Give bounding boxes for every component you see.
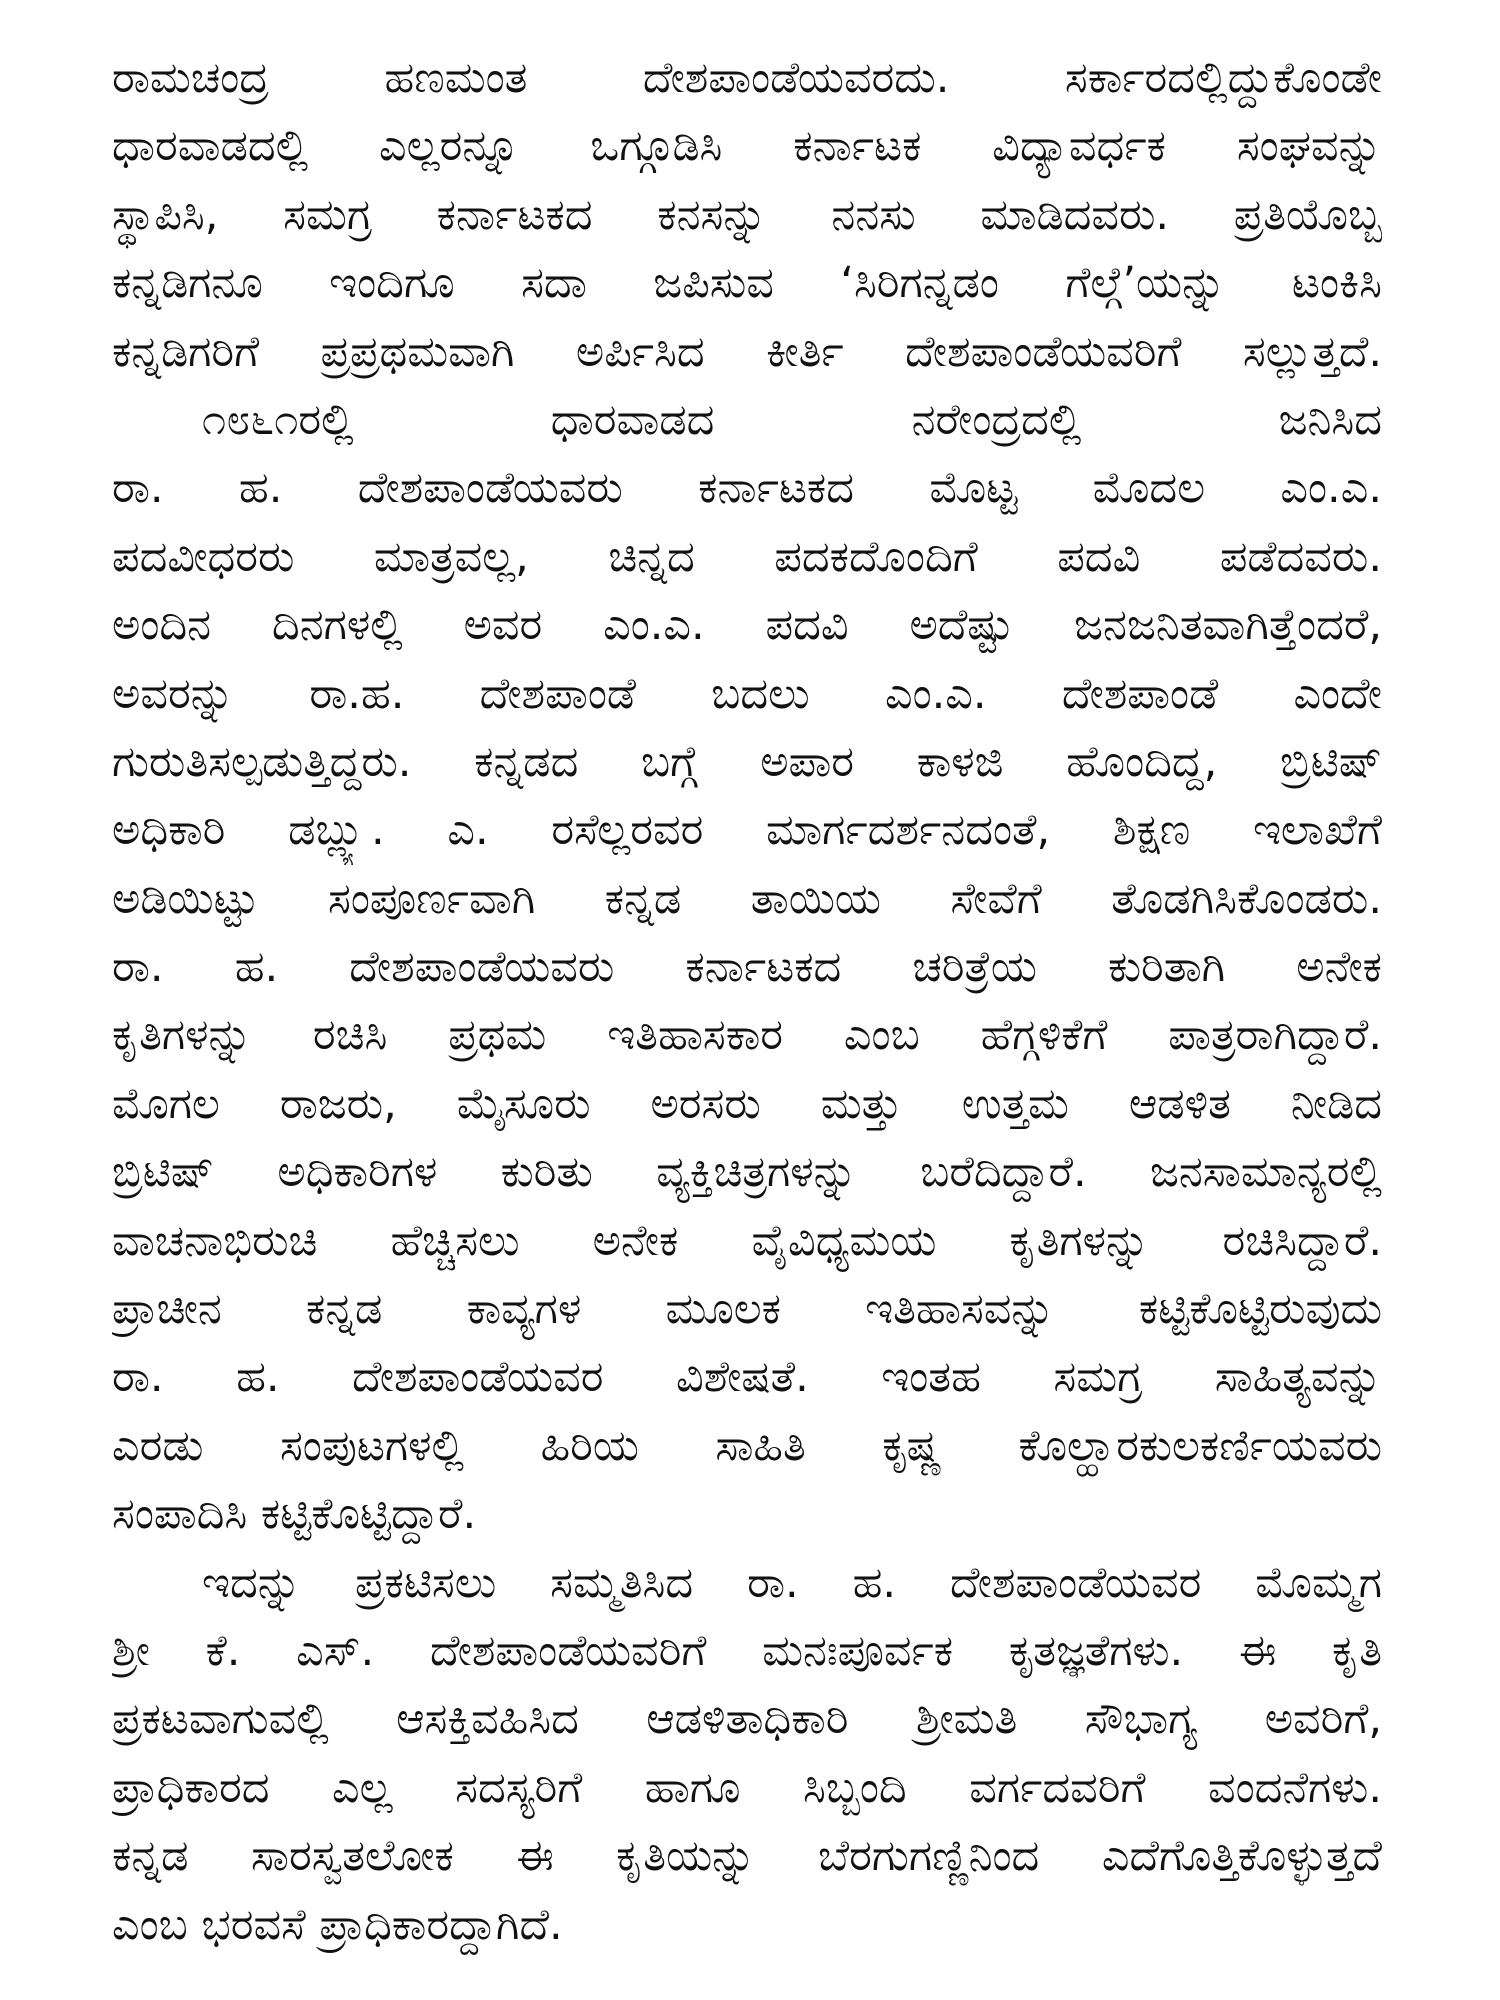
text-line: ಕನ್ನಡಿಗರಿಗೆ ಪ್ರಪ್ರಥಮವಾಗಿ ಅರ್ಪಿಸಿದ ಕೀರ್ತಿ ದೇಶಪಾಂಡೆಯವರಿಗೆ ಸಲ್ಲುತ್ತದೆ. <box>112 326 1382 377</box>
text-line: ಕೃತಿಗಳನ್ನು ರಚಿಸಿ ಪ್ರಥಮ ಇತಿಹಾಸಕಾರ ಎಂಬ ಹೆಗ್ಗಳಿಕೆಗೆ ಪಾತ್ರರಾಗಿದ್ದಾರೆ. <box>112 1010 1382 1061</box>
text-line: ಪ್ರಕಟವಾಗುವಲ್ಲಿ ಆಸಕ್ತಿವಹಿಸಿದ ಆಡಳಿತಾಧಿಕಾರಿ ಶ್ರೀಮತಿ ಸೌಭಾಗ್ಯ ಅವರಿಗೆ, <box>112 1694 1382 1745</box>
text-line: ರಾ. ಹ. ದೇಶಪಾಂಡೆಯವರ ವಿಶೇಷತೆ. ಇಂತಹ ಸಮಗ್ರ ಸಾಹಿತ್ಯವನ್ನು <box>112 1352 1382 1403</box>
text-line: ಧಾರವಾಡದಲ್ಲಿ ಎಲ್ಲರನ್ನೂ ಒಗ್ಗೂಡಿಸಿ ಕರ್ನಾಟಕ ವಿದ್ಯಾವರ್ಧಕ ಸಂಘವನ್ನು <box>112 121 1382 172</box>
text-line: ವಾಚನಾಭಿರುಚಿ ಹೆಚ್ಚಿಸಲು ಅನೇಕ ವೈವಿಧ್ಯಮಯ ಕೃತಿಗಳನ್ನು ರಚಿಸಿದ್ದಾರೆ. <box>112 1215 1382 1266</box>
text-line: ಎರಡು ಸಂಪುಟಗಳಲ್ಲಿ ಹಿರಿಯ ಸಾಹಿತಿ ಕೃಷ್ಣ ಕೊಲ್ಹಾರಕುಲಕರ್ಣಿಯವರು <box>112 1420 1382 1471</box>
text-line: ಪ್ರಾಚೀನ ಕನ್ನಡ ಕಾವ್ಯಗಳ ಮೂಲಕ ಇತಿಹಾಸವನ್ನು ಕಟ್ಟಿಕೊಟ್ಟಿರುವುದು <box>112 1284 1382 1335</box>
text-line: ಕನ್ನಡಿಗನೂ ಇಂದಿಗೂ ಸದಾ ಜಪಿಸುವ ‘ಸಿರಿಗನ್ನಡಂ ಗೆಲ್ಗೆ’ಯನ್ನು ಟಂಕಿಸಿ <box>112 258 1382 309</box>
text-line: ಇದನ್ನು ಪ್ರಕಟಿಸಲು ಸಮ್ಮತಿಸಿದ ರಾ. ಹ. ದೇಶಪಾಂಡೆಯವರ ಮೊಮ್ಮಗ <box>202 1557 1382 1608</box>
text-line: ಅವರನ್ನು ರಾ.ಹ. ದೇಶಪಾಂಡೆ ಬದಲು ಎಂ.ಎ. ದೇಶಪಾಂಡೆ ಎಂದೇ <box>112 668 1382 719</box>
text-line: ಗುರುತಿಸಲ್ಪಡುತ್ತಿದ್ದರು. ಕನ್ನಡದ ಬಗ್ಗೆ ಅಪಾರ ಕಾಳಜಿ ಹೊಂದಿದ್ದ, ಬ್ರಿಟಿಷ್ <box>112 736 1382 787</box>
text-line: ಶ್ರೀ ಕೆ. ಎಸ್. ದೇಶಪಾಂಡೆಯವರಿಗೆ ಮನಃಪೂರ್ವಕ ಕೃತಜ್ಞತೆಗಳು. ಈ ಕೃತಿ <box>112 1625 1382 1676</box>
text-line: ಅಂದಿನ ದಿನಗಳಲ್ಲಿ ಅವರ ಎಂ.ಎ. ಪದವಿ ಅದೆಷ್ಟು ಜನಜನಿತವಾಗಿತ್ತೆಂದರೆ, <box>112 600 1382 651</box>
text-line: ಪ್ರಾಧಿಕಾರದ ಎಲ್ಲ ಸದಸ್ಯರಿಗೆ ಹಾಗೂ ಸಿಬ್ಬಂದಿ ವರ್ಗದವರಿಗೆ ವಂದನೆಗಳು. <box>112 1762 1382 1813</box>
text-line: ರಾ. ಹ. ದೇಶಪಾಂಡೆಯವರು ಕರ್ನಾಟಕದ ಮೊಟ್ಟ ಮೊದಲ ಎಂ.ಎ. <box>112 463 1382 514</box>
body-text <box>112 44 1382 1959</box>
text-line: ಅಡಿಯಿಟ್ಟು ಸಂಪೂರ್ಣವಾಗಿ ಕನ್ನಡ ತಾಯಿಯ ಸೇವೆಗೆ ತೊಡಗಿಸಿಕೊಂಡರು. <box>112 873 1382 924</box>
paragraph-2 <box>112 386 1382 1549</box>
text-line: ೧೮೬೧ರಲ್ಲಿ ಧಾರವಾಡದ ನರೇಂದ್ರದಲ್ಲಿ ಜನಿಸಿದ <box>202 394 1382 445</box>
text-line: ಬ್ರಿಟಿಷ್ ಅಧಿಕಾರಿಗಳ ಕುರಿತು ವ್ಯಕ್ತಿಚಿತ್ರಗಳನ್ನು ಬರೆದಿದ್ದಾರೆ. ಜನಸಾಮಾನ್ಯರಲ್ಲಿ <box>112 1147 1382 1198</box>
text-line: ಸ್ಥಾಪಿಸಿ, ಸಮಗ್ರ ಕರ್ನಾಟಕದ ಕನಸನ್ನು ನನಸು ಮಾಡಿದವರು. ಪ್ರತಿಯೊಬ್ಬ <box>112 189 1382 240</box>
text-line: ಸಂಪಾದಿಸಿ ಕಟ್ಟಿಕೊಟ್ಟಿದ್ದಾರೆ. <box>112 1489 477 1540</box>
text-line: ರಾಮಚಂದ್ರ ಹಣಮಂತ ದೇಶಪಾಂಡೆಯವರದು. ಸರ್ಕಾರದಲ್ಲಿದ್ದುಕೊಂಡೇ <box>112 53 1382 103</box>
text-line: ಎಂಬ ಭರವಸೆ ಪ್ರಾಧಿಕಾರದ್ದಾಗಿದೆ. <box>112 1899 563 1950</box>
paragraph-1 <box>112 44 1382 386</box>
text-line: ಅಧಿಕಾರಿ ಡಬ್ಲ್ಯು. ಎ. ರಸೆಲ್ಲರವರ ಮಾರ್ಗದರ್ಶನದಂತೆ, ಶಿಕ್ಷಣ ಇಲಾಖೆಗೆ <box>112 805 1382 856</box>
text-line: ಕನ್ನಡ ಸಾರಸ್ವತಲೋಕ ಈ ಕೃತಿಯನ್ನು ಬೆರಗುಗಣ್ಣಿನಿಂದ ಎದೆಗೊತ್ತಿಕೊಳ್ಳುತ್ತದೆ <box>112 1831 1382 1882</box>
text-line: ಪದವೀಧರರು ಮಾತ್ರವಲ್ಲ, ಚಿನ್ನದ ಪದಕದೊಂದಿಗೆ ಪದವಿ ಪಡೆದವರು. <box>112 531 1382 582</box>
text-line: ಮೊಗಲ ರಾಜರು, ಮೈಸೂರು ಅರಸರು ಮತ್ತು ಉತ್ತಮ ಆಡಳಿತ ನೀಡಿದ <box>112 1078 1382 1129</box>
text-line: ರಾ. ಹ. ದೇಶಪಾಂಡೆಯವರು ಕರ್ನಾಟಕದ ಚರಿತ್ರೆಯ ಕುರಿತಾಗಿ ಅನೇಕ <box>112 942 1382 993</box>
paragraph-3 <box>112 1549 1382 1959</box>
